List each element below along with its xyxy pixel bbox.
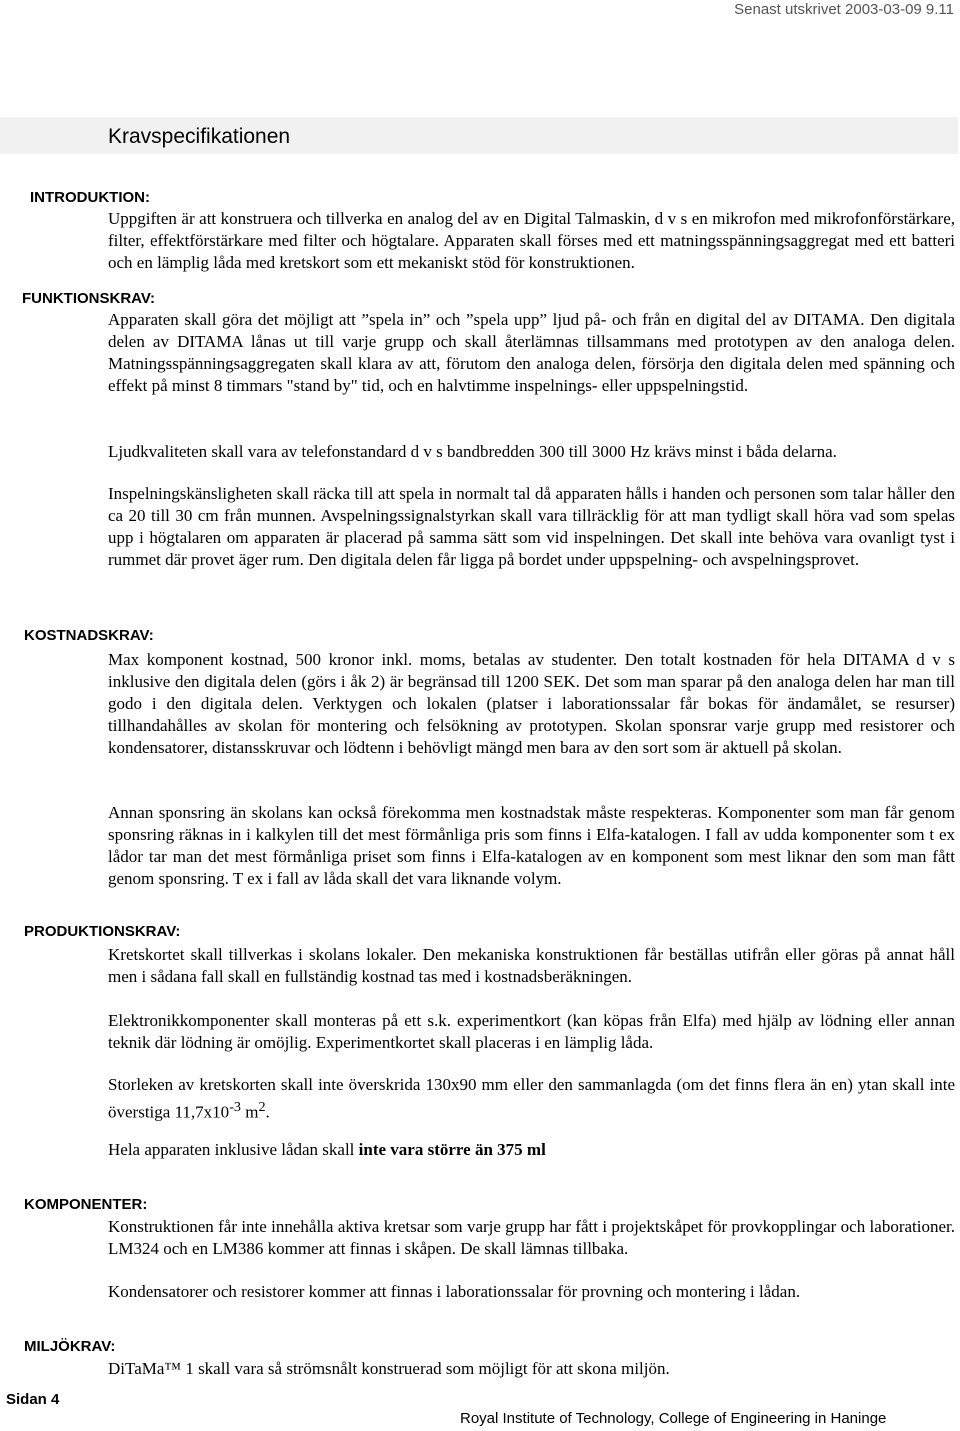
miljo-paragraph: DiTaMa™ 1 skall vara så strömsnålt konstruerad som möjligt för att skona miljön. — [108, 1359, 670, 1378]
produktion-paragraph-4 — [108, 1139, 955, 1161]
page-number: Sidan 4 — [6, 1391, 60, 1408]
heading-produktionskrav: PRODUKTIONSKRAV: — [24, 923, 181, 940]
kostnad-paragraph-1: Max komponent kostnad, 500 kronor inkl. moms, betalas av studenter. Den totalt kostnaden för hela DITAMA d v s inklusive den digitala delen (görs i åk 2) är begränsad till 1200 SEK. Det som man sparar på den analoga delen har man till godo i den digitala delen. Verktygen och lokalen (platser i laborationssalar får bokas för ändamålet, se resurser) tillhandahålles av skolan för montering och felsökning av prototypen. Skolan sponsrar varje grupp med resistorer och kondensatorer, distansskruvar och lödtenn i behövligt mängd men bara av den sort som är aktuell på skolan. — [108, 650, 955, 757]
komponenter-paragraph-1: Konstruktionen får inte innehålla aktiva kretsar som varje grupp har fått i projektskåpet för provkopplingar och laborationer. LM324 och en LM386 kommer att finnas i skåpen. De skall lämnas tillbaka. — [108, 1217, 955, 1258]
produktion-paragraph-2: Elektronikkomponenter skall monteras på ett s.k. experimentkort (kan köpas från Elfa) med hjälp av lödning eller annan teknik där lödning är omöjlig. Experimentkortet skall placeras i en lämplig låda. — [108, 1011, 955, 1052]
komponenter-paragraph-2: Kondensatorer och resistorer kommer att finnas i laborationssalar för provning och montering i lådan. — [108, 1282, 801, 1301]
page-title: Kravspecifikationen — [108, 125, 291, 148]
size-exponent: -3 — [229, 1099, 241, 1115]
footer-institution: Royal Institute of Technology, College of Engineering in Haninge — [460, 1410, 887, 1427]
size-text-a: Storleken av kretskorten skall inte överskrida 130x90 mm eller den sammanlagda (om det finns flera än en) ytan skall inte överstiga 11,7x10 — [108, 1075, 955, 1122]
print-date: Senast utskrivet 2003-03-09 9.11 — [734, 1, 954, 18]
size-text-b: m — [240, 1102, 259, 1122]
heading-kostnadskrav: KOSTNADSKRAV: — [24, 627, 154, 644]
heading-introduktion: INTRODUKTION: — [30, 189, 150, 206]
heading-miljokrav: MILJÖKRAV: — [24, 1338, 116, 1355]
heading-komponenter: KOMPONENTER: — [24, 1196, 148, 1213]
heading-funktionskrav: FUNKTIONSKRAV: — [22, 290, 156, 307]
funktion-paragraph-2: Ljudkvaliteten skall vara av telefonstandard d v s bandbredden 300 till 3000 Hz krävs minst i båda delarna. — [108, 442, 837, 461]
produktion-paragraph-3 — [108, 1074, 955, 1124]
funktion-paragraph-3: Inspelningskänsligheten skall räcka till att spela in normalt tal då apparaten hålls i handen och personen som talar håller den ca 20 till 30 cm från munnen. Avspelningssignalstyrkan skall vara tillräcklig för att man tydligt skall höra vad som spelas upp i högtalaren om apparaten är placerad på samma sätt som vid inspelningen. Det skall inte behöva vara ovanligt tyst i rummet där provet äger rum. Den digitala delen får ligga på bordet under uppspelning- och avspelningsprovet. — [108, 484, 955, 569]
volume-text: Hela apparaten inklusive lådan skall — [108, 1140, 359, 1159]
intro-paragraph: Uppgiften är att konstruera och tillverka en analog del av en Digital Talmaskin, d v s en mikrofon med mikrofonförstärkare, filter, effektförstärkare med filter och högtalare. Apparaten skall förses med ett matningsspänningsaggregat med ett batteri och en lämplig låda med kretskort som ett mekaniskt stöd för konstruktionen. — [108, 209, 955, 272]
produktion-paragraph-1: Kretskortet skall tillverkas i skolans lokaler. Den mekaniska konstruktionen får beställas utifrån eller göras på annat håll men i sådana fall skall en fullständig kostnad tas med i kostnadsberäkningen. — [108, 945, 955, 986]
size-text-c: . — [265, 1102, 270, 1122]
funktion-paragraph-1: Apparaten skall göra det möjligt att ”spela in” och ”spela upp” ljud på- och från en digital del av DITAMA. Den digitala delen av DITAMA lånas ut till varje grupp och skall återlämnas tillsammans med prototypen av den analoga delen. Matningsspänningsaggregaten skall klara av att, förutom den analoga delen, försörja den digitala delen med spänning och effekt på minst 8 timmars "stand by" tid, och en halvtimme inspelnings- eller uppspelningstid. — [108, 310, 955, 395]
volume-limit: inte vara större än 375 ml — [358, 1140, 546, 1159]
size-square: 2 — [258, 1099, 266, 1115]
kostnad-paragraph-2: Annan sponsring än skolans kan också förekomma men kostnadstak måste respekteras. Komponenter som man får genom sponsring räknas in i kalkylen till det mest förmånliga pris som finns i Elfa-katalogen. I fall av udda komponenter som t ex lådor tar man det mest förmånliga priset som finns i Elfa-katalogen av en komponent som mest liknar den som man fått genom sponsring. T ex i fall av låda skall det vara liknande volym. — [108, 803, 955, 888]
